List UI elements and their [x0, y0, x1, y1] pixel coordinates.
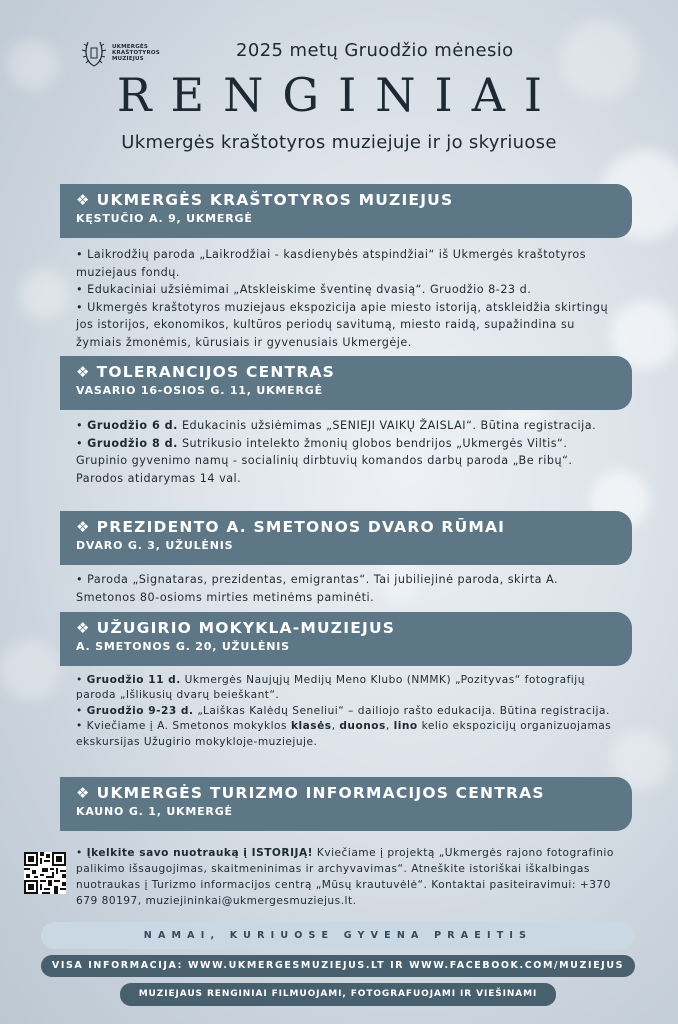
qr-code-icon[interactable]: [24, 852, 66, 894]
list-item: • Laikrodžių paroda „Laikrodžiai - kasdienybės atspindžiai“ iš Ukmergės kraštotyros muziejaus fondų.: [76, 248, 587, 279]
list-item: • Gruodžio 8 d. Sutrikusio intelekto žmonių globos bendrijos „Ukmergės Viltis“. Grupinio gyvenimo namų - socialinių dirbtuvių komandos darbų paroda „Be ribų“. Parodos atidarymas 14 val.: [76, 436, 573, 485]
section-address: A. SMETONOS G. 20, UŽULĖNIS: [76, 640, 290, 653]
section-address: KĘSTUČIO A. 9, UKMERGĖ: [76, 212, 253, 225]
section-body-tolerance: [76, 417, 616, 487]
media-notice-banner: MUZIEJAUS RENGINIAI FILMUOJAMI, FOTOGRAFUOJAMI IR VIEŠINAMI: [120, 983, 556, 1006]
section-header-museum: [60, 184, 632, 238]
section-address: DVARO G. 3, UŽULĖNIS: [76, 539, 234, 552]
section-body-museum: [76, 246, 616, 352]
section-title: UŽUGIRIO MOKYKLA-MUZIEJUS: [96, 619, 396, 637]
section-header-tourism: [60, 777, 632, 831]
section-header-tolerance: [60, 356, 632, 410]
logo-line: UKMERGĖS: [112, 43, 149, 50]
list-item: • Gruodžio 6 d. Edukacinis užsiėmimas „SENIEJI VAIKŲ ŽAISLAI“. Būtina registracija.: [76, 419, 597, 432]
tagline: Ukmergės kraštotyros muziejuje ir jo skyriuose: [121, 132, 557, 153]
section-title: UKMERGĖS KRAŠTOTYROS MUZIEJUS: [96, 191, 454, 209]
logo-line: KRAŠTOTYROS: [112, 49, 160, 56]
sparkle-icon: ❖: [76, 191, 91, 209]
list-item: • Gruodžio 9-23 d. „Laiškas Kalėdų Seneliui“ – dailiojo rašto edukacija. Būtina registracija.: [76, 704, 610, 717]
section-address: VASARIO 16-OSIOS G. 11, UKMERGĖ: [76, 384, 323, 397]
section-body-tourism: [76, 845, 616, 909]
section-address: KAUNO G. 1, UKMERGĖ: [76, 805, 233, 818]
period-label: 2025 metų Gruodžio mėnesio: [236, 40, 514, 61]
sparkle-icon: ❖: [76, 784, 91, 802]
motto-banner: NAMAI, KURIUOSE GYVENA PRAEITIS: [41, 922, 635, 949]
sparkle-icon: ❖: [76, 518, 91, 536]
list-item: • Įkelkite savo nuotrauką į ISTORIJĄ! Kviečiame į projektą „Ukmergės rajono fotografinio palikimo išsaugojimas, skaitmeninimas ir archyvavimas“. Atneškite istoriškai iškalbingas nuotraukas į Turizmo informacijos centrą „Mūsų krautuvėlė“. Kontaktai pasiteiravimui: +370 679 80197, muziejininkai@ukmergesmuziejus.lt.: [76, 847, 614, 907]
logo-line: MUZIEJUS: [112, 56, 144, 63]
list-item: • Paroda „Signataras, prezidentas, emigrantas“. Tai jubiliejinė paroda, skirta A. Smetonos 80-osioms mirties metinėms paminėti.: [76, 573, 559, 604]
section-body-manor: [76, 571, 616, 606]
wheat-wreath-icon: [80, 38, 108, 68]
museum-logo: [80, 36, 180, 70]
section-header-school: [60, 612, 632, 666]
section-title: PREZIDENTO A. SMETONOS DVARO RŪMAI: [96, 518, 506, 536]
list-item: • Kviečiame į A. Smetonos mokyklos klasės, duonos, lino kelio ekspozicijų organizuojamas ekskursijas Užugirio mokykloje-muziejuje.: [76, 720, 612, 748]
section-body-school: [76, 673, 616, 750]
list-item: • Ukmergės kraštotyros muziejaus ekspozicija apie miesto istoriją, atskleidžia skirtingų jos istorijos, ekonomikos, kultūros periodų savitumą, miesto raidą, supažindina su žymiais žmonėmis, kūrusiais ir gyvenusiais Ukmergėje.: [76, 300, 609, 349]
list-item: • Edukaciniai užsiėmimai „Atskleiskime šventinę dvasią“. Gruodžio 8-23 d.: [76, 283, 532, 297]
sparkle-icon: ❖: [76, 619, 91, 637]
info-links-banner[interactable]: VISA INFORMACIJA: WWW.UKMERGESMUZIEJUS.LT IR WWW.FACEBOOK.COM/MUZIEJUS: [41, 955, 635, 977]
sparkle-icon: ❖: [76, 363, 91, 381]
page-title: RENGINIAI: [116, 68, 562, 122]
section-title: TOLERANCIJOS CENTRAS: [96, 363, 336, 381]
poster-header: [0, 0, 678, 180]
list-item: • Gruodžio 11 d. Ukmergės Naujųjų Medijų Meno Klubo (NMMK) „Pozityvas“ fotografijų paroda „Išlikusių dvarų beieškant“.: [76, 674, 585, 702]
section-header-manor: [60, 511, 632, 565]
section-title: UKMERGĖS TURIZMO INFORMACIJOS CENTRAS: [96, 784, 545, 802]
